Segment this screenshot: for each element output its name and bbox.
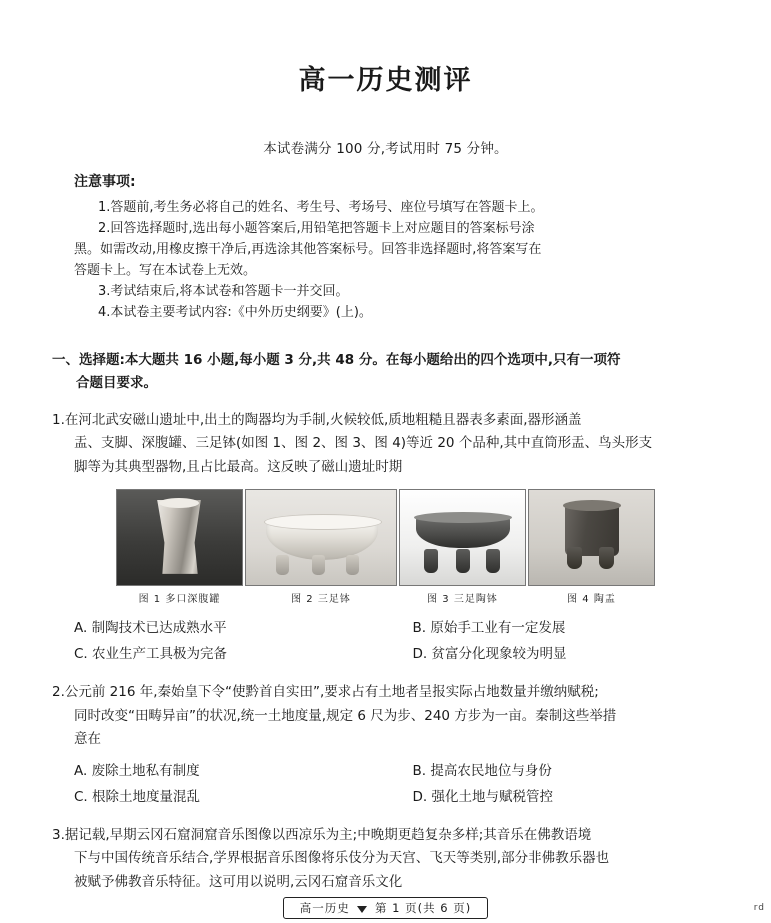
option-row — [52, 785, 719, 811]
question-1-number: 1. — [52, 412, 65, 429]
option-b[interactable]: B. 原始手工业有一定发展 — [412, 620, 566, 636]
question-3-line1: 3.据记载,早期云冈石窟洞窟音乐图像以西凉乐为主;中晚期更趋复杂多样;其音乐在佛教语境 — [52, 827, 592, 844]
notice-item: 4.本试卷主要考试内容:《中外历史纲要》(上)。 — [98, 305, 372, 321]
notice-item: 3.考试结束后,将本试卷和答题卡一并交回。 — [98, 284, 349, 300]
option-row — [52, 642, 719, 668]
question-2-line3: 意在 — [74, 730, 101, 747]
footer-page-number: 第 1 页(共 6 页) — [375, 901, 472, 915]
question-1-line3: 脚等为其典型器物,且占比最高。这反映了磁山遗址时期 — [74, 458, 403, 475]
option-c[interactable]: C. 农业生产工具极为完备 — [74, 645, 228, 662]
option-row — [52, 616, 719, 642]
corner-mark: rd — [753, 903, 765, 913]
page-title: 高一历史测评 — [298, 65, 473, 96]
triangle-icon — [357, 906, 367, 913]
notice-item: 黑。如需改动,用橡皮擦干净后,再选涂其他答案标号。回答非选择题时,将答案写在 — [74, 242, 542, 258]
question-1 — [52, 409, 719, 667]
option-c[interactable]: C. 根除土地度量混乱 — [74, 788, 201, 805]
exam-subtitle: 本试卷满分 100 分,考试用时 75 分钟。 — [263, 141, 508, 157]
section-heading-line2: 合题目要求。 — [76, 375, 157, 392]
option-b[interactable]: B. 提高农民地位与身份 — [412, 762, 552, 779]
question-3-line3: 被赋予佛教音乐特征。这可用以说明,云冈石窟音乐文化 — [74, 873, 403, 890]
figure-3-image — [399, 489, 526, 586]
question-2-text — [52, 681, 719, 751]
page-footer — [0, 897, 771, 919]
section-heading — [52, 349, 719, 395]
question-2-line1: 2.公元前 216 年,秦始皇下令“使黔首自实田”,要求占有土地者呈报实际占地数量并缴纳赋税; — [52, 684, 599, 701]
figure-4 — [529, 489, 654, 608]
figure-2-caption: 图 2 三足钵 — [291, 593, 351, 605]
question-1-line1: 1.在河北武安磁山遗址中,出土的陶器均为手制,火候较低,质地粗糙且器表多素面,器形涵盖 — [52, 412, 582, 429]
notice-item: 答题卡上。写在本试卷上无效。 — [74, 263, 257, 279]
notice-heading: 注意事项: — [74, 174, 136, 190]
option-d[interactable]: D. 强化土地与赋税管控 — [412, 788, 553, 805]
figure-4-caption: 图 4 陶盂 — [567, 593, 616, 605]
footer-badge — [283, 897, 489, 919]
notice-item: 2.回答选择题时,选出每小题答案后,用铅笔把答题卡上对应题目的答案标号涂 — [98, 221, 535, 237]
question-1-line2: 盂、支脚、深腹罐、三足钵(如图 1、图 2、图 3、图 4)等近 20 个品种,其中直筒形盂、鸟头形支 — [74, 435, 653, 452]
footer-subject: 高一历史 — [299, 901, 350, 915]
notice-item: 1.答题前,考生务必将自己的姓名、考生号、考场号、座位号填写在答题卡上。 — [98, 200, 544, 215]
figure-2 — [246, 489, 396, 608]
option-d[interactable]: D. 贫富分化现象较为明显 — [412, 645, 567, 662]
notice-list — [52, 197, 719, 323]
option-row — [52, 759, 719, 785]
section-heading-line1: 一、选择题:本大题共 16 小题,每小题 3 分,共 48 分。在每小题给出的四个选项中,只有一项符 — [52, 352, 621, 369]
option-a[interactable]: A. 废除土地私有制度 — [74, 762, 200, 779]
figure-3-caption: 图 3 三足陶钵 — [427, 593, 498, 605]
question-1-options — [52, 616, 719, 667]
question-3-line2: 下与中国传统音乐结合,学界根据音乐图像将乐伎分为天宫、飞天等类别,部分非佛教乐器也 — [74, 850, 610, 867]
question-2-line2: 同时改变“田畴异亩”的状况,统一土地度量,规定 6 尺为步、240 方步为一亩。秦制这些举措 — [74, 707, 617, 724]
figure-2-image — [245, 489, 397, 586]
question-1-text — [52, 409, 719, 479]
question-2-options — [52, 759, 719, 810]
question-2 — [52, 681, 719, 810]
figure-3 — [400, 489, 525, 608]
figure-1 — [117, 489, 242, 608]
option-a[interactable]: A. 制陶技术已达成熟水平 — [74, 620, 227, 636]
question-2-number: 2. — [52, 684, 65, 701]
question-3-text — [52, 824, 719, 894]
figure-1-caption: 图 1 多口深腹罐 — [138, 593, 221, 605]
figure-4-image — [528, 489, 655, 586]
question-1-figures — [52, 489, 719, 608]
question-3 — [52, 824, 719, 894]
question-3-number: 3. — [52, 827, 65, 844]
figure-1-image — [116, 489, 243, 586]
